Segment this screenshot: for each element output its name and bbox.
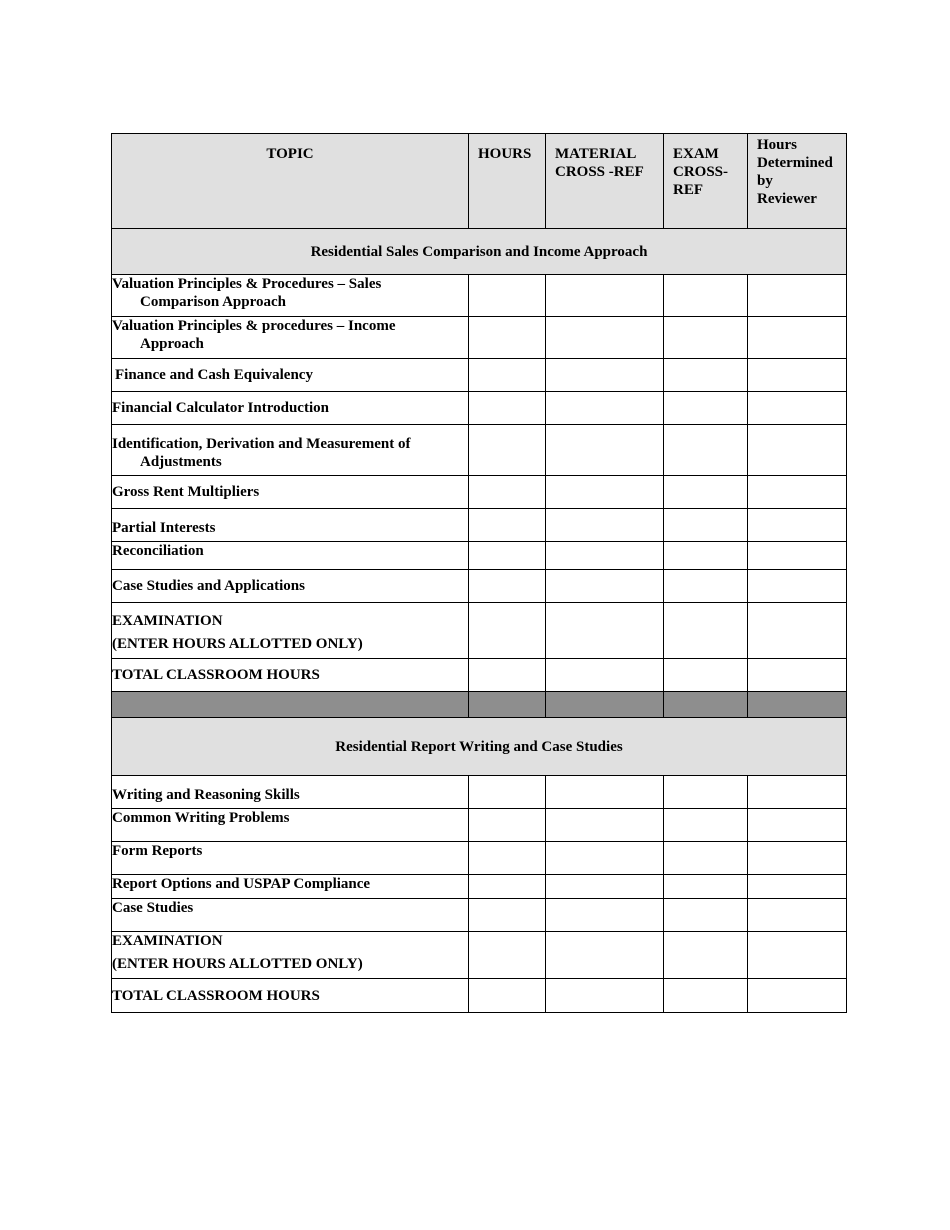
topic-cell bbox=[112, 542, 469, 570]
exam-cross-ref-cell[interactable] bbox=[664, 275, 748, 317]
material-cross-ref-cell[interactable] bbox=[546, 317, 664, 359]
table-row bbox=[112, 476, 847, 509]
exam-cross-ref-cell[interactable] bbox=[664, 979, 748, 1013]
material-cross-ref-cell[interactable] bbox=[546, 275, 664, 317]
divider-cell bbox=[112, 692, 469, 718]
hours-input-cell[interactable] bbox=[469, 542, 546, 570]
topic-cell bbox=[112, 932, 469, 979]
exam-cross-ref-cell[interactable] bbox=[664, 875, 748, 899]
reviewer-hours-cell[interactable] bbox=[748, 776, 847, 809]
hours-input-cell[interactable] bbox=[469, 932, 546, 979]
hours-input-cell[interactable] bbox=[469, 359, 546, 392]
topic-label: Financial Calculator Introduction bbox=[112, 400, 329, 416]
reviewer-hours-cell[interactable] bbox=[748, 476, 847, 509]
topic-label: Reconciliation bbox=[112, 543, 204, 559]
topic-label: Finance and Cash Equivalency bbox=[115, 367, 313, 383]
table-row bbox=[112, 359, 847, 392]
reviewer-hours-cell[interactable] bbox=[748, 809, 847, 842]
table-row bbox=[112, 809, 847, 842]
material-cross-ref-cell[interactable] bbox=[546, 932, 664, 979]
hours-input-cell[interactable] bbox=[469, 842, 546, 875]
topic-cell bbox=[112, 509, 469, 542]
topic-cell bbox=[112, 570, 469, 603]
header-reviewer-line4: Reviewer bbox=[757, 191, 817, 207]
hours-input-cell[interactable] bbox=[469, 899, 546, 932]
exam-cross-ref-cell[interactable] bbox=[664, 542, 748, 570]
topic-cell bbox=[112, 776, 469, 809]
topic-cell bbox=[112, 359, 469, 392]
divider-cell bbox=[546, 692, 664, 718]
topic-cell bbox=[112, 317, 469, 359]
material-cross-ref-cell[interactable] bbox=[546, 476, 664, 509]
material-cross-ref-cell[interactable] bbox=[546, 570, 664, 603]
reviewer-hours-cell[interactable] bbox=[748, 542, 847, 570]
topic-cell bbox=[112, 659, 469, 692]
exam-cross-ref-cell[interactable] bbox=[664, 425, 748, 476]
divider-cell bbox=[664, 692, 748, 718]
hours-input-cell[interactable] bbox=[469, 875, 546, 899]
hours-input-cell[interactable] bbox=[469, 659, 546, 692]
table-row bbox=[112, 899, 847, 932]
exam-cross-ref-cell[interactable] bbox=[664, 570, 748, 603]
header-hours: HOURS bbox=[469, 134, 546, 229]
topic-label: Case Studies and Applications bbox=[112, 578, 305, 594]
reviewer-hours-cell[interactable] bbox=[748, 899, 847, 932]
table-row-examination bbox=[112, 603, 847, 659]
table-row-total bbox=[112, 659, 847, 692]
header-row bbox=[112, 134, 847, 229]
topic-cell bbox=[112, 603, 469, 659]
topic-label: Report Options and USPAP Compliance bbox=[112, 876, 371, 892]
topic-cell bbox=[112, 476, 469, 509]
header-reviewer-line3: by bbox=[757, 173, 773, 189]
header-topic: TOPIC bbox=[112, 134, 469, 229]
divider-cell bbox=[748, 692, 847, 718]
topic-line2: Approach bbox=[140, 336, 204, 352]
divider-cell bbox=[469, 692, 546, 718]
topic-cell bbox=[112, 275, 469, 317]
material-cross-ref-cell[interactable] bbox=[546, 359, 664, 392]
hours-input-cell[interactable] bbox=[469, 979, 546, 1013]
table-row bbox=[112, 392, 847, 425]
topic-cell bbox=[112, 875, 469, 899]
topic-line2: (ENTER HOURS ALLOTTED ONLY) bbox=[112, 956, 363, 972]
hours-form-table bbox=[111, 133, 847, 1013]
topic-line2: (ENTER HOURS ALLOTTED ONLY) bbox=[112, 636, 363, 652]
section-title-report-writing: Residential Report Writing and Case Studies bbox=[112, 718, 847, 776]
topic-line1: Identification, Derivation and Measurement of bbox=[112, 436, 411, 452]
table-row-examination bbox=[112, 932, 847, 979]
topic-cell bbox=[112, 392, 469, 425]
material-cross-ref-cell[interactable] bbox=[546, 809, 664, 842]
topic-label: Form Reports bbox=[112, 843, 203, 859]
topic-label: Case Studies bbox=[112, 900, 194, 916]
header-material-cross-ref bbox=[546, 134, 664, 229]
topic-cell bbox=[112, 899, 469, 932]
reviewer-hours-cell[interactable] bbox=[748, 275, 847, 317]
reviewer-hours-cell[interactable] bbox=[748, 875, 847, 899]
table-row bbox=[112, 542, 847, 570]
header-reviewer-line1: Hours bbox=[757, 137, 798, 153]
topic-line1: Valuation Principles & Procedures – Sales bbox=[112, 276, 382, 292]
hours-input-cell[interactable] bbox=[469, 809, 546, 842]
hours-input-cell[interactable] bbox=[469, 570, 546, 603]
material-cross-ref-cell[interactable] bbox=[546, 842, 664, 875]
exam-cross-ref-cell[interactable] bbox=[664, 776, 748, 809]
topic-cell bbox=[112, 425, 469, 476]
exam-cross-ref-cell[interactable] bbox=[664, 932, 748, 979]
header-material-line1: MATERIAL bbox=[555, 146, 637, 162]
exam-cross-ref-cell[interactable] bbox=[664, 476, 748, 509]
exam-cross-ref-cell[interactable] bbox=[664, 842, 748, 875]
topic-label: TOTAL CLASSROOM HOURS bbox=[112, 987, 320, 1004]
topic-line2: Adjustments bbox=[140, 454, 222, 470]
reviewer-hours-cell[interactable] bbox=[748, 842, 847, 875]
material-cross-ref-cell[interactable] bbox=[546, 979, 664, 1013]
reviewer-hours-cell[interactable] bbox=[748, 359, 847, 392]
reviewer-hours-cell[interactable] bbox=[748, 317, 847, 359]
reviewer-hours-cell[interactable] bbox=[748, 570, 847, 603]
material-cross-ref-cell[interactable] bbox=[546, 509, 664, 542]
table-row bbox=[112, 317, 847, 359]
reviewer-hours-cell[interactable] bbox=[748, 659, 847, 692]
topic-line1: EXAMINATION bbox=[112, 613, 223, 629]
topic-label: Partial Interests bbox=[112, 520, 216, 536]
hours-input-cell[interactable] bbox=[469, 776, 546, 809]
topic-line1: Valuation Principles & procedures – Income bbox=[112, 318, 396, 334]
material-cross-ref-cell[interactable] bbox=[546, 392, 664, 425]
topic-label: TOTAL CLASSROOM HOURS bbox=[112, 667, 320, 683]
topic-cell bbox=[112, 979, 469, 1013]
table-row-total bbox=[112, 979, 847, 1013]
topic-label: Common Writing Problems bbox=[112, 810, 290, 826]
section-header-row bbox=[112, 718, 847, 776]
exam-cross-ref-cell[interactable] bbox=[664, 392, 748, 425]
table-row bbox=[112, 275, 847, 317]
hours-input-cell[interactable] bbox=[469, 425, 546, 476]
section-header-row bbox=[112, 229, 847, 275]
material-cross-ref-cell[interactable] bbox=[546, 659, 664, 692]
hours-input-cell[interactable] bbox=[469, 392, 546, 425]
reviewer-hours-cell[interactable] bbox=[748, 979, 847, 1013]
header-material-line2: CROSS -REF bbox=[555, 164, 644, 180]
reviewer-hours-cell[interactable] bbox=[748, 392, 847, 425]
header-exam-cross-ref bbox=[664, 134, 748, 229]
hours-input-cell[interactable] bbox=[469, 317, 546, 359]
exam-cross-ref-cell[interactable] bbox=[664, 359, 748, 392]
reviewer-hours-cell[interactable] bbox=[748, 509, 847, 542]
material-cross-ref-cell[interactable] bbox=[546, 875, 664, 899]
topic-line1: EXAMINATION bbox=[112, 933, 223, 949]
reviewer-hours-cell[interactable] bbox=[748, 603, 847, 659]
exam-cross-ref-cell[interactable] bbox=[664, 603, 748, 659]
hours-input-cell[interactable] bbox=[469, 509, 546, 542]
hours-input-cell[interactable] bbox=[469, 275, 546, 317]
table-row bbox=[112, 842, 847, 875]
hours-input-cell[interactable] bbox=[469, 476, 546, 509]
hours-input-cell[interactable] bbox=[469, 603, 546, 659]
exam-cross-ref-cell[interactable] bbox=[664, 899, 748, 932]
section-title-sales-income: Residential Sales Comparison and Income Approach bbox=[112, 229, 847, 275]
divider-row bbox=[112, 692, 847, 718]
table-row bbox=[112, 509, 847, 542]
header-reviewer-line2: Determined bbox=[757, 155, 833, 171]
header-exam-line2: CROSS- bbox=[673, 164, 729, 180]
exam-cross-ref-cell[interactable] bbox=[664, 809, 748, 842]
table-row bbox=[112, 425, 847, 476]
topic-line2: Comparison Approach bbox=[140, 294, 287, 310]
header-hours-determined-by-reviewer bbox=[748, 134, 847, 229]
material-cross-ref-cell[interactable] bbox=[546, 899, 664, 932]
material-cross-ref-cell[interactable] bbox=[546, 542, 664, 570]
topic-cell bbox=[112, 809, 469, 842]
topic-label: Gross Rent Multipliers bbox=[112, 484, 260, 500]
material-cross-ref-cell[interactable] bbox=[546, 603, 664, 659]
topic-cell bbox=[112, 842, 469, 875]
table-row bbox=[112, 776, 847, 809]
table-row bbox=[112, 570, 847, 603]
table-row bbox=[112, 875, 847, 899]
header-exam-line3: REF bbox=[673, 182, 703, 198]
material-cross-ref-cell[interactable] bbox=[546, 425, 664, 476]
reviewer-hours-cell[interactable] bbox=[748, 425, 847, 476]
exam-cross-ref-cell[interactable] bbox=[664, 659, 748, 692]
material-cross-ref-cell[interactable] bbox=[546, 776, 664, 809]
reviewer-hours-cell[interactable] bbox=[748, 932, 847, 979]
exam-cross-ref-cell[interactable] bbox=[664, 317, 748, 359]
topic-label: Writing and Reasoning Skills bbox=[112, 787, 300, 803]
header-exam-line1: EXAM bbox=[673, 146, 719, 162]
exam-cross-ref-cell[interactable] bbox=[664, 509, 748, 542]
